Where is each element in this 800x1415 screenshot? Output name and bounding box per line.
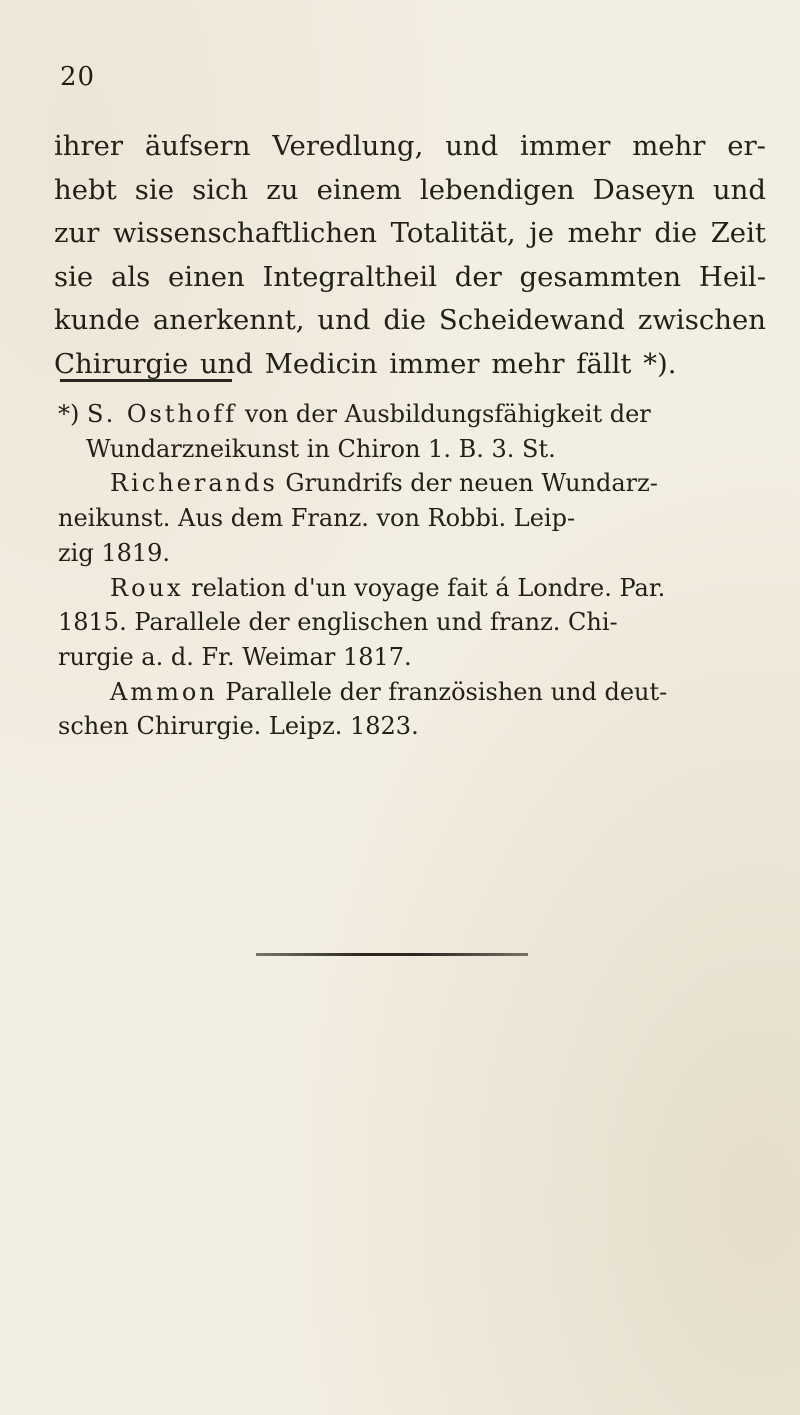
word: Heil- bbox=[698, 260, 766, 293]
word: einem bbox=[316, 173, 402, 206]
word: als bbox=[110, 260, 151, 293]
body-paragraph bbox=[54, 125, 766, 386]
footnote-author-osthoff: S. Osthoff bbox=[87, 400, 238, 428]
word: und bbox=[712, 173, 766, 206]
body-line-3 bbox=[54, 212, 766, 256]
word: zur bbox=[54, 217, 100, 249]
word: Integraltheil bbox=[262, 260, 437, 293]
footnote-separator-rule bbox=[60, 379, 232, 382]
end-ornament-rule bbox=[256, 953, 528, 956]
footnote-line bbox=[58, 675, 768, 710]
footnote-text: Parallele der französishen und deut- bbox=[225, 677, 668, 706]
body-line-2 bbox=[54, 169, 766, 213]
footnote-text: Grundrifs der neuen Wundarz- bbox=[285, 469, 658, 498]
word: sie bbox=[54, 260, 94, 293]
footnote-author-roux: Roux bbox=[110, 573, 184, 602]
word: wissenschaftlichen bbox=[112, 217, 378, 249]
footnote-author-richerands: Richerands bbox=[110, 469, 278, 498]
word: lebendigen bbox=[419, 173, 575, 206]
word: Totalität, bbox=[390, 217, 516, 249]
word: Veredlung, bbox=[272, 130, 424, 162]
footnote-text: relation d'un voyage fait á Londre. Par. bbox=[191, 573, 666, 602]
word: mehr bbox=[567, 217, 641, 249]
footnote-line bbox=[58, 466, 768, 501]
word: die bbox=[383, 304, 426, 336]
word: Scheidewand bbox=[438, 304, 626, 336]
word: sie bbox=[134, 173, 174, 206]
word: immer bbox=[520, 130, 611, 162]
word: zwischen bbox=[637, 304, 766, 336]
word: der bbox=[454, 260, 502, 293]
word: mehr bbox=[632, 130, 706, 162]
word: einen bbox=[168, 260, 245, 293]
word: zu bbox=[266, 173, 299, 206]
word: äufsern bbox=[144, 130, 251, 162]
page-number: 20 bbox=[60, 62, 96, 92]
word: und bbox=[445, 130, 499, 162]
word: ihrer bbox=[54, 130, 124, 162]
body-line-4 bbox=[54, 256, 766, 300]
word: er- bbox=[727, 130, 766, 162]
body-line-5 bbox=[54, 299, 766, 343]
word: anerkennt, bbox=[152, 304, 305, 336]
word: sich bbox=[192, 173, 249, 206]
body-line-6: Chirurgie und Medicin immer mehr fällt *). bbox=[54, 347, 677, 380]
word: kunde bbox=[54, 304, 140, 336]
word: Daseyn bbox=[592, 173, 695, 206]
footnote-line: rurgie a. d. Fr. Weimar 1817. bbox=[58, 642, 412, 671]
word: die bbox=[654, 217, 698, 249]
word: und bbox=[317, 304, 371, 336]
word: hebt bbox=[54, 173, 117, 206]
word: gesammten bbox=[519, 260, 682, 293]
word: Zeit bbox=[710, 217, 766, 249]
footnote-line: 1815. Parallele der englischen und franz. Chi- bbox=[58, 608, 618, 637]
footnote-line: zig 1819. bbox=[58, 538, 171, 567]
footnote-line: schen Chirurgie. Leipz. 1823. bbox=[58, 712, 419, 741]
word: je bbox=[529, 217, 555, 249]
footnote-line bbox=[58, 571, 768, 606]
footnote-text: von der Ausbildungsfähigkeit der bbox=[244, 400, 651, 428]
footnote-line: neikunst. Aus dem Franz. von Robbi. Leip- bbox=[58, 504, 576, 533]
footnote bbox=[58, 397, 768, 744]
footnote-line bbox=[58, 397, 768, 432]
footnote-author-ammon: Ammon bbox=[110, 677, 218, 706]
body-line-1 bbox=[54, 125, 766, 169]
footnote-marker: *) bbox=[58, 400, 80, 428]
footnote-line: Wundarzneikunst in Chiron 1. B. 3. St. bbox=[86, 434, 556, 463]
